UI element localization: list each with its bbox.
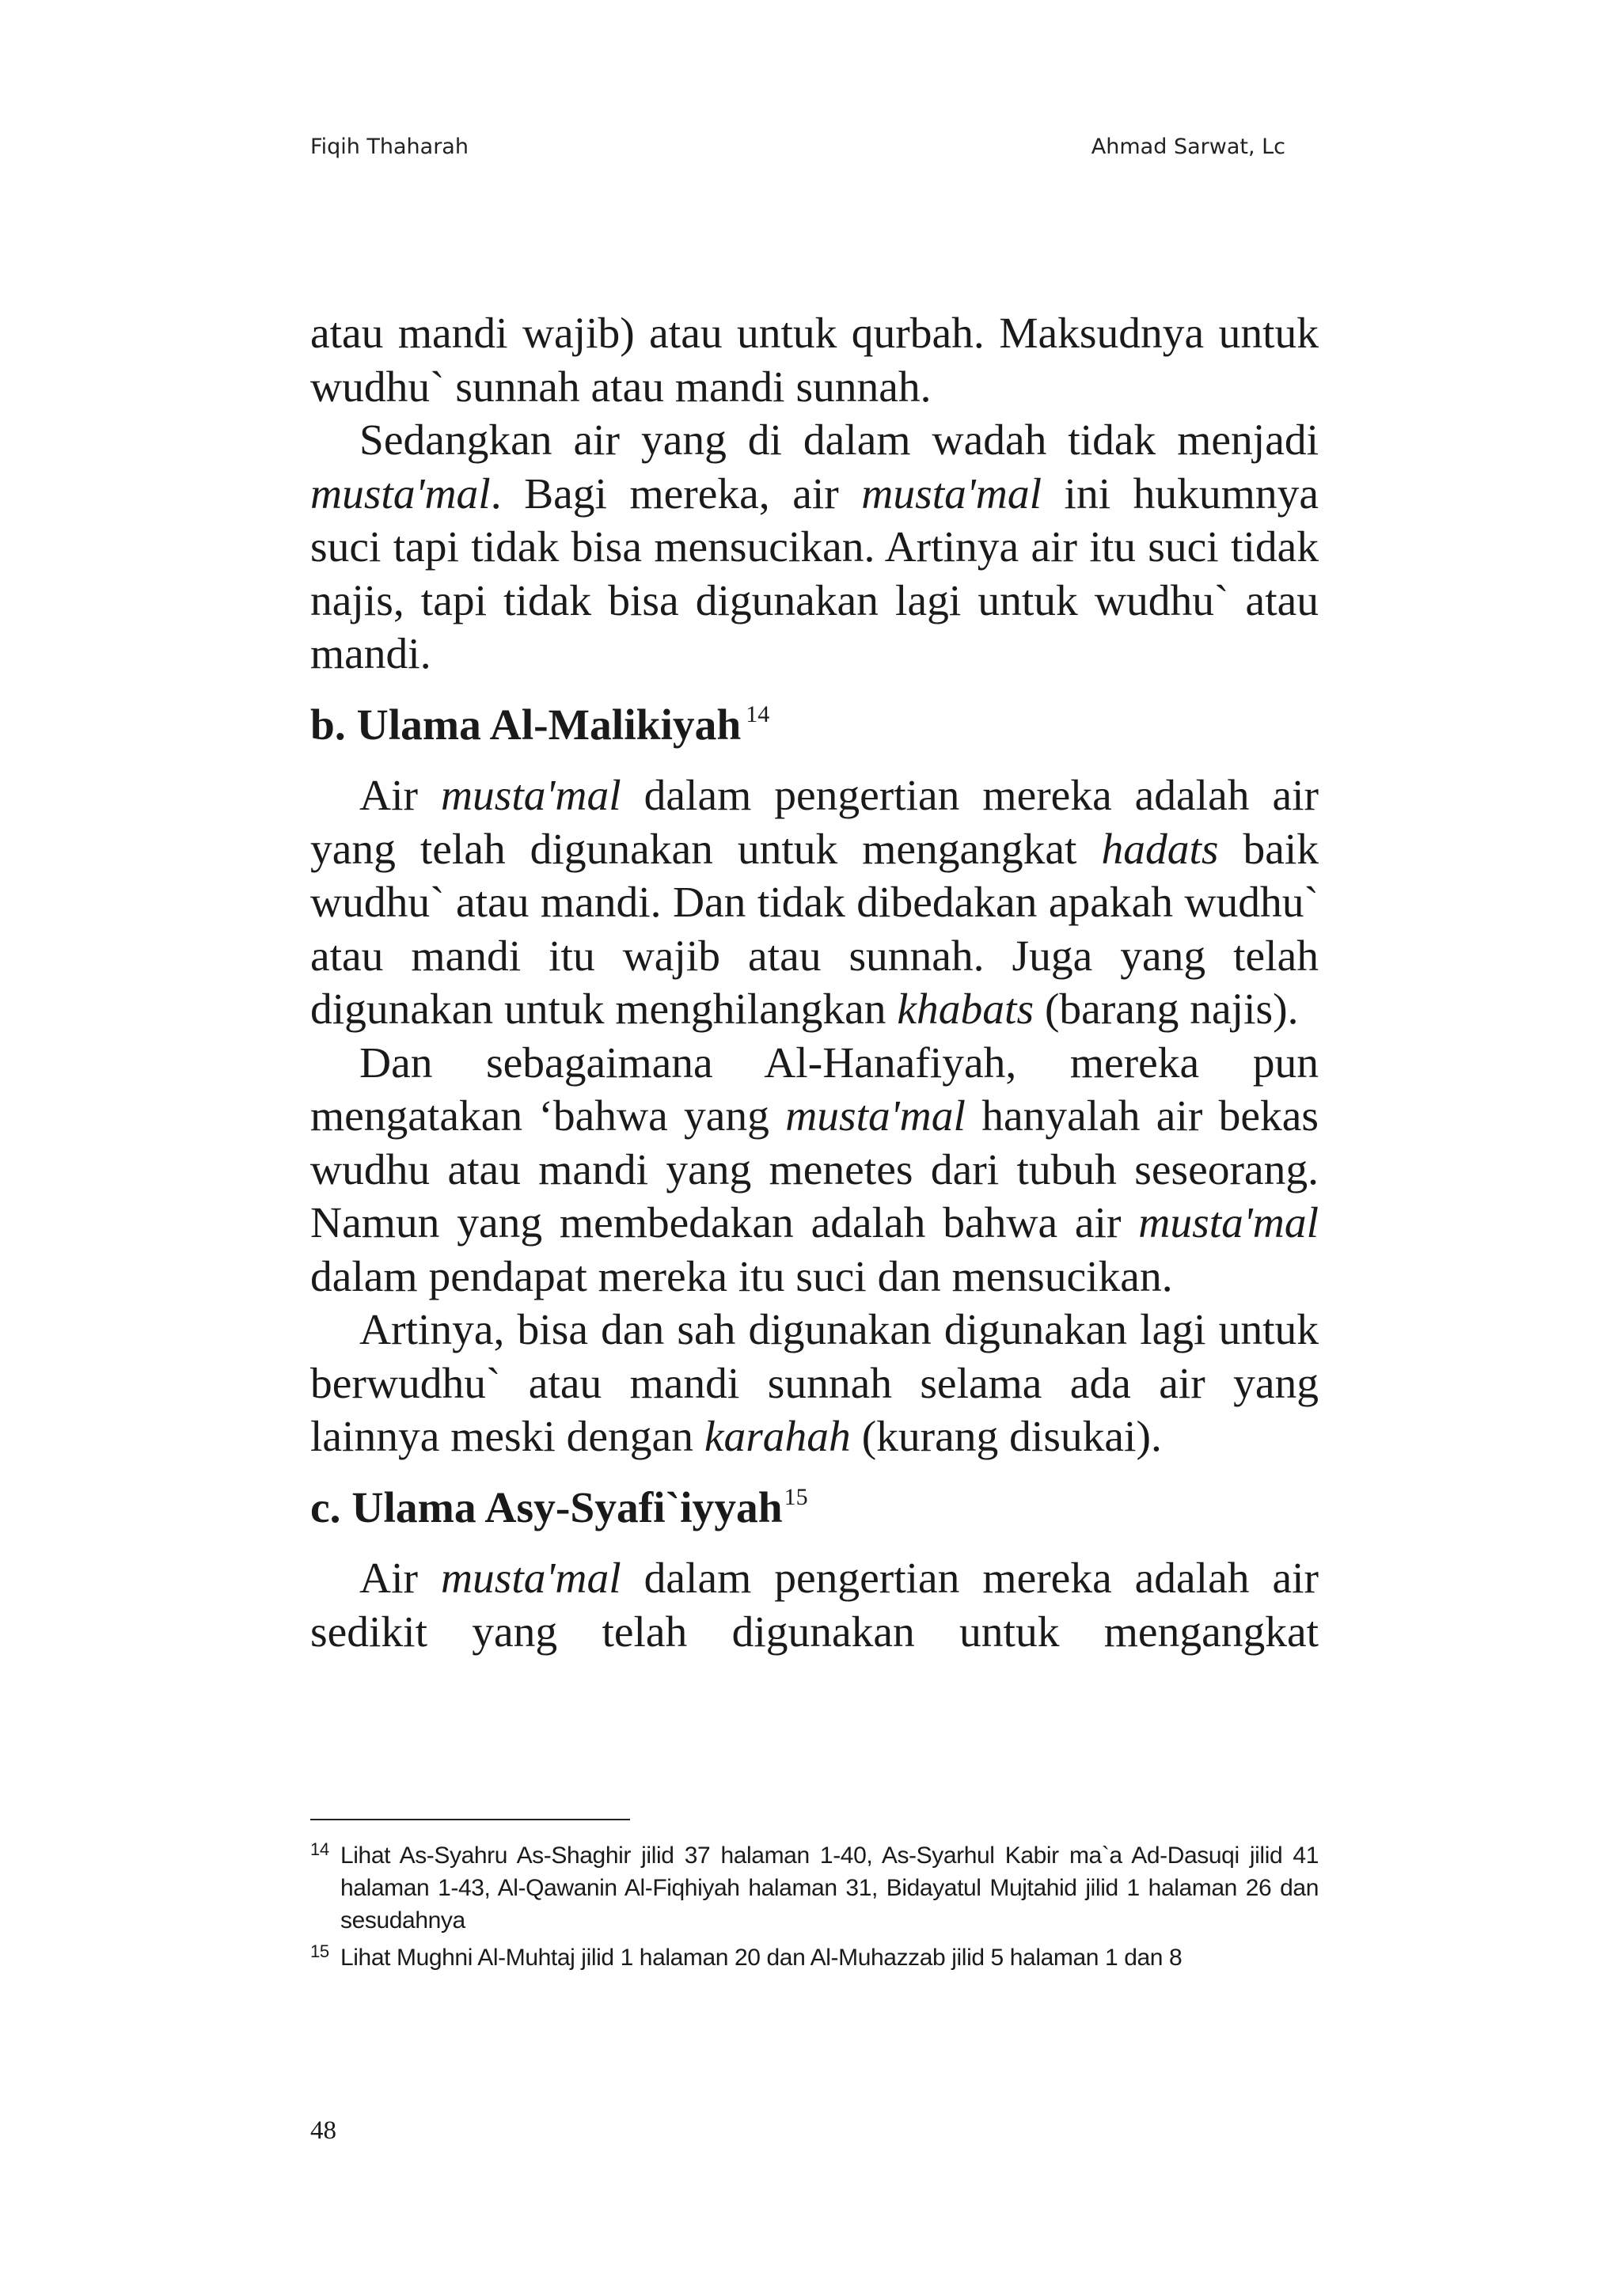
- text-run: atau mandi wajib) atau untuk qurbah. Maksudnya untuk wudhu` sunnah atau mandi sunnah.: [310, 309, 1319, 412]
- section-heading-b: [310, 699, 1319, 753]
- italic-term: karahah: [704, 1413, 851, 1461]
- italic-term: musta'mal: [440, 772, 621, 820]
- text-run: baik wudhu` atau mandi. Dan tidak dibedakan apakah wudhu` atau mandi itu wajib atau sunnah. Juga yang telah digunakan untuk menghilangkan: [310, 825, 1319, 1034]
- italic-term: musta'mal: [310, 469, 491, 518]
- footnotes: [310, 1839, 1319, 1979]
- footnote-14: [310, 1839, 1319, 1937]
- text-run: (barang najis).: [1034, 985, 1299, 1034]
- footnote-ref: 15: [784, 1483, 808, 1510]
- footnote-ref: 14: [746, 700, 770, 727]
- text-run: Sedangkan air yang di dalam wadah tidak menjadi: [359, 416, 1319, 465]
- footnote-number: 15: [310, 1941, 329, 1961]
- text-run: Dan sebagaimana Al-Hanafiyah, mereka pun mengatakan ‘bahwa yang: [310, 1038, 1319, 1140]
- footnote-text: Lihat Mughni Al-Muhtaj jilid 1 halaman 20 dan Al-Muhazzab jilid 5 halaman 1 dan 8: [340, 1945, 1183, 1971]
- italic-term: musta'mal: [440, 1554, 621, 1603]
- italic-term: khabats: [897, 985, 1034, 1034]
- footnote-15: [310, 1941, 1319, 1974]
- paragraph: [310, 769, 1319, 1037]
- italic-term: musta'mal: [1138, 1199, 1319, 1247]
- page-number: 48: [310, 2116, 336, 2145]
- italic-term: musta'mal: [785, 1092, 966, 1140]
- text-run: Artinya, bisa dan sah digunakan digunakan lagi untuk berwudhu` atau mandi sunnah selama ada air yang lainnya meski dengan: [310, 1306, 1319, 1461]
- paragraph: [310, 1037, 1319, 1304]
- running-head-author: Ahmad Sarwat, Lc: [1091, 135, 1285, 159]
- italic-term: hadats: [1101, 825, 1219, 874]
- footnote-text: Lihat As-Syahru As-Shaghir jilid 37 halaman 1-40, As-Syarhul Kabir ma`a Ad-Dasuqi jilid 41 halaman 1-43, Al-Qawanin Al-Fiqhiyah halaman 31, Bidayatul Mujtahid jilid 1 halaman 26 dan sesudahnya: [340, 1842, 1319, 1934]
- footnote-divider: [310, 1819, 630, 1820]
- italic-term: musta'mal: [861, 469, 1042, 518]
- text-run: ini hukumnya suci tapi tidak bisa mensucikan. Artinya air itu suci tidak najis, tapi tidak bisa digunakan lagi untuk wudhu` atau mandi.: [310, 469, 1319, 678]
- text-run: Air: [359, 1554, 441, 1603]
- text-run: . Bagi mereka, air: [490, 469, 862, 518]
- section-heading-c: [310, 1482, 1319, 1535]
- paragraph: [310, 414, 1319, 681]
- main-text: [310, 307, 1319, 1659]
- text-run: hanyalah air bekas wudhu atau mandi yang menetes dari tubuh seseorang. Namun yang membedakan adalah bahwa air: [310, 1092, 1319, 1247]
- footnote-number: 14: [310, 1839, 329, 1859]
- heading-text: c. Ulama Asy-Syafi`iyyah: [310, 1483, 783, 1532]
- paragraph: [310, 1552, 1319, 1659]
- paragraph-continued: [310, 307, 1319, 414]
- heading-text: b. Ulama Al-Malikiyah: [310, 700, 742, 750]
- text-run: dalam pendapat mereka itu suci dan mensucikan.: [310, 1252, 1173, 1301]
- text-run: dalam pengertian mereka adalah air sedikit yang telah digunakan untuk mengangkat: [310, 1554, 1319, 1657]
- paragraph: [310, 1304, 1319, 1464]
- text-run: (kurang disukai).: [850, 1413, 1162, 1461]
- text-run: Air: [359, 772, 441, 820]
- running-head-title: Fiqih Thaharah: [310, 135, 469, 159]
- text-run: dalam pengertian mereka adalah air yang telah digunakan untuk mengangkat: [310, 772, 1319, 874]
